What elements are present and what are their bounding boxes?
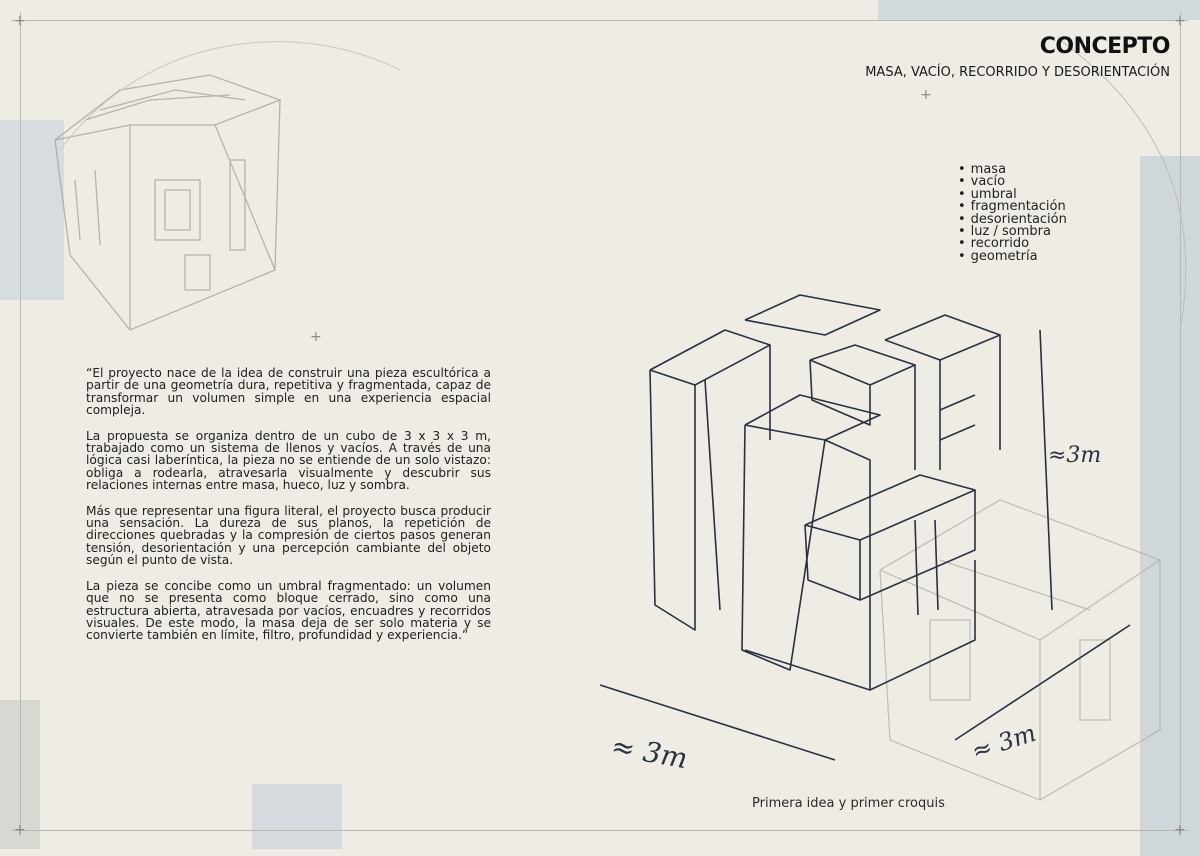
concept-paragraph: “El proyecto nace de la idea de construir una pieza escultórica a partir de una geometría dura, repetitiva y fragmentada, capaz de transformar un volumen simple en una experiencia espacial compleja.: [86, 366, 491, 418]
concept-text: [86, 367, 491, 655]
crosshair-icon: +: [14, 822, 26, 838]
dim-left-label: ≈ 3m: [608, 729, 691, 776]
keyword-item: • recorrido: [958, 238, 1067, 250]
main-sketch: [600, 295, 1130, 760]
page-subtitle: MASA, VACÍO, RECORRIDO Y DESORIENTACIÓN: [865, 65, 1170, 80]
crosshair-icon: +: [14, 13, 26, 29]
decorative-arc: [60, 42, 400, 150]
keyword-item: • umbral: [958, 189, 1067, 201]
keyword-item: • geometría: [958, 251, 1067, 263]
keyword-item: • masa: [958, 164, 1067, 176]
faint-cube-sketch: [55, 75, 280, 330]
keyword-item: • luz / sombra: [958, 226, 1067, 238]
crosshair-icon: +: [1174, 822, 1186, 838]
page-title: CONCEPTO: [1039, 34, 1170, 59]
sketch-caption: Primera idea y primer croquis: [752, 796, 945, 811]
concept-paragraph: La propuesta se organiza dentro de un cubo de 3 x 3 x 3 m, trabajado como un sistema de llenos y vacíos. A través de una lógica casi laberíntica, la pieza no se entiende de un solo vistazo: obliga a rodearla, atravesarla visualmente y descubrir sus relaciones internas entre masa, hueco, luz y sombra.: [86, 428, 491, 493]
crosshair-icon: +: [1174, 13, 1186, 29]
crosshair-icon: +: [920, 87, 932, 103]
concept-paragraph: La pieza se concibe como un umbral fragmentado: un volumen que no se presenta como bloque cerrado, sino como una estructura abierta, atravesada por vacíos, encuadres y recorridos visuales. De este modo, la masa deja de ser solo materia y se convierte también en límite, filtro, profundidad y experiencia.”: [86, 578, 491, 643]
keyword-item: • desorientación: [958, 214, 1067, 226]
concept-paragraph: Más que representar una figura literal, el proyecto busca producir una sensación. La dureza de sus planos, la repetición de direcciones quebradas y la compresión de ciertos pasos generan tensión, desorientación y una percepción cambiante del objeto según el punto de vista.: [86, 503, 491, 568]
faint-cube-sketch-right: [880, 500, 1160, 800]
keyword-list: [958, 164, 1067, 263]
dim-right-label: ≈ 3m: [968, 718, 1040, 766]
page-header: [865, 34, 1170, 80]
keyword-item: • vacío: [958, 176, 1067, 188]
keyword-item: • fragmentación: [958, 201, 1067, 213]
decorative-arc: [1060, 40, 1186, 330]
dim-height-label: ≈3m: [1048, 443, 1102, 468]
crosshair-icon: +: [310, 329, 322, 345]
